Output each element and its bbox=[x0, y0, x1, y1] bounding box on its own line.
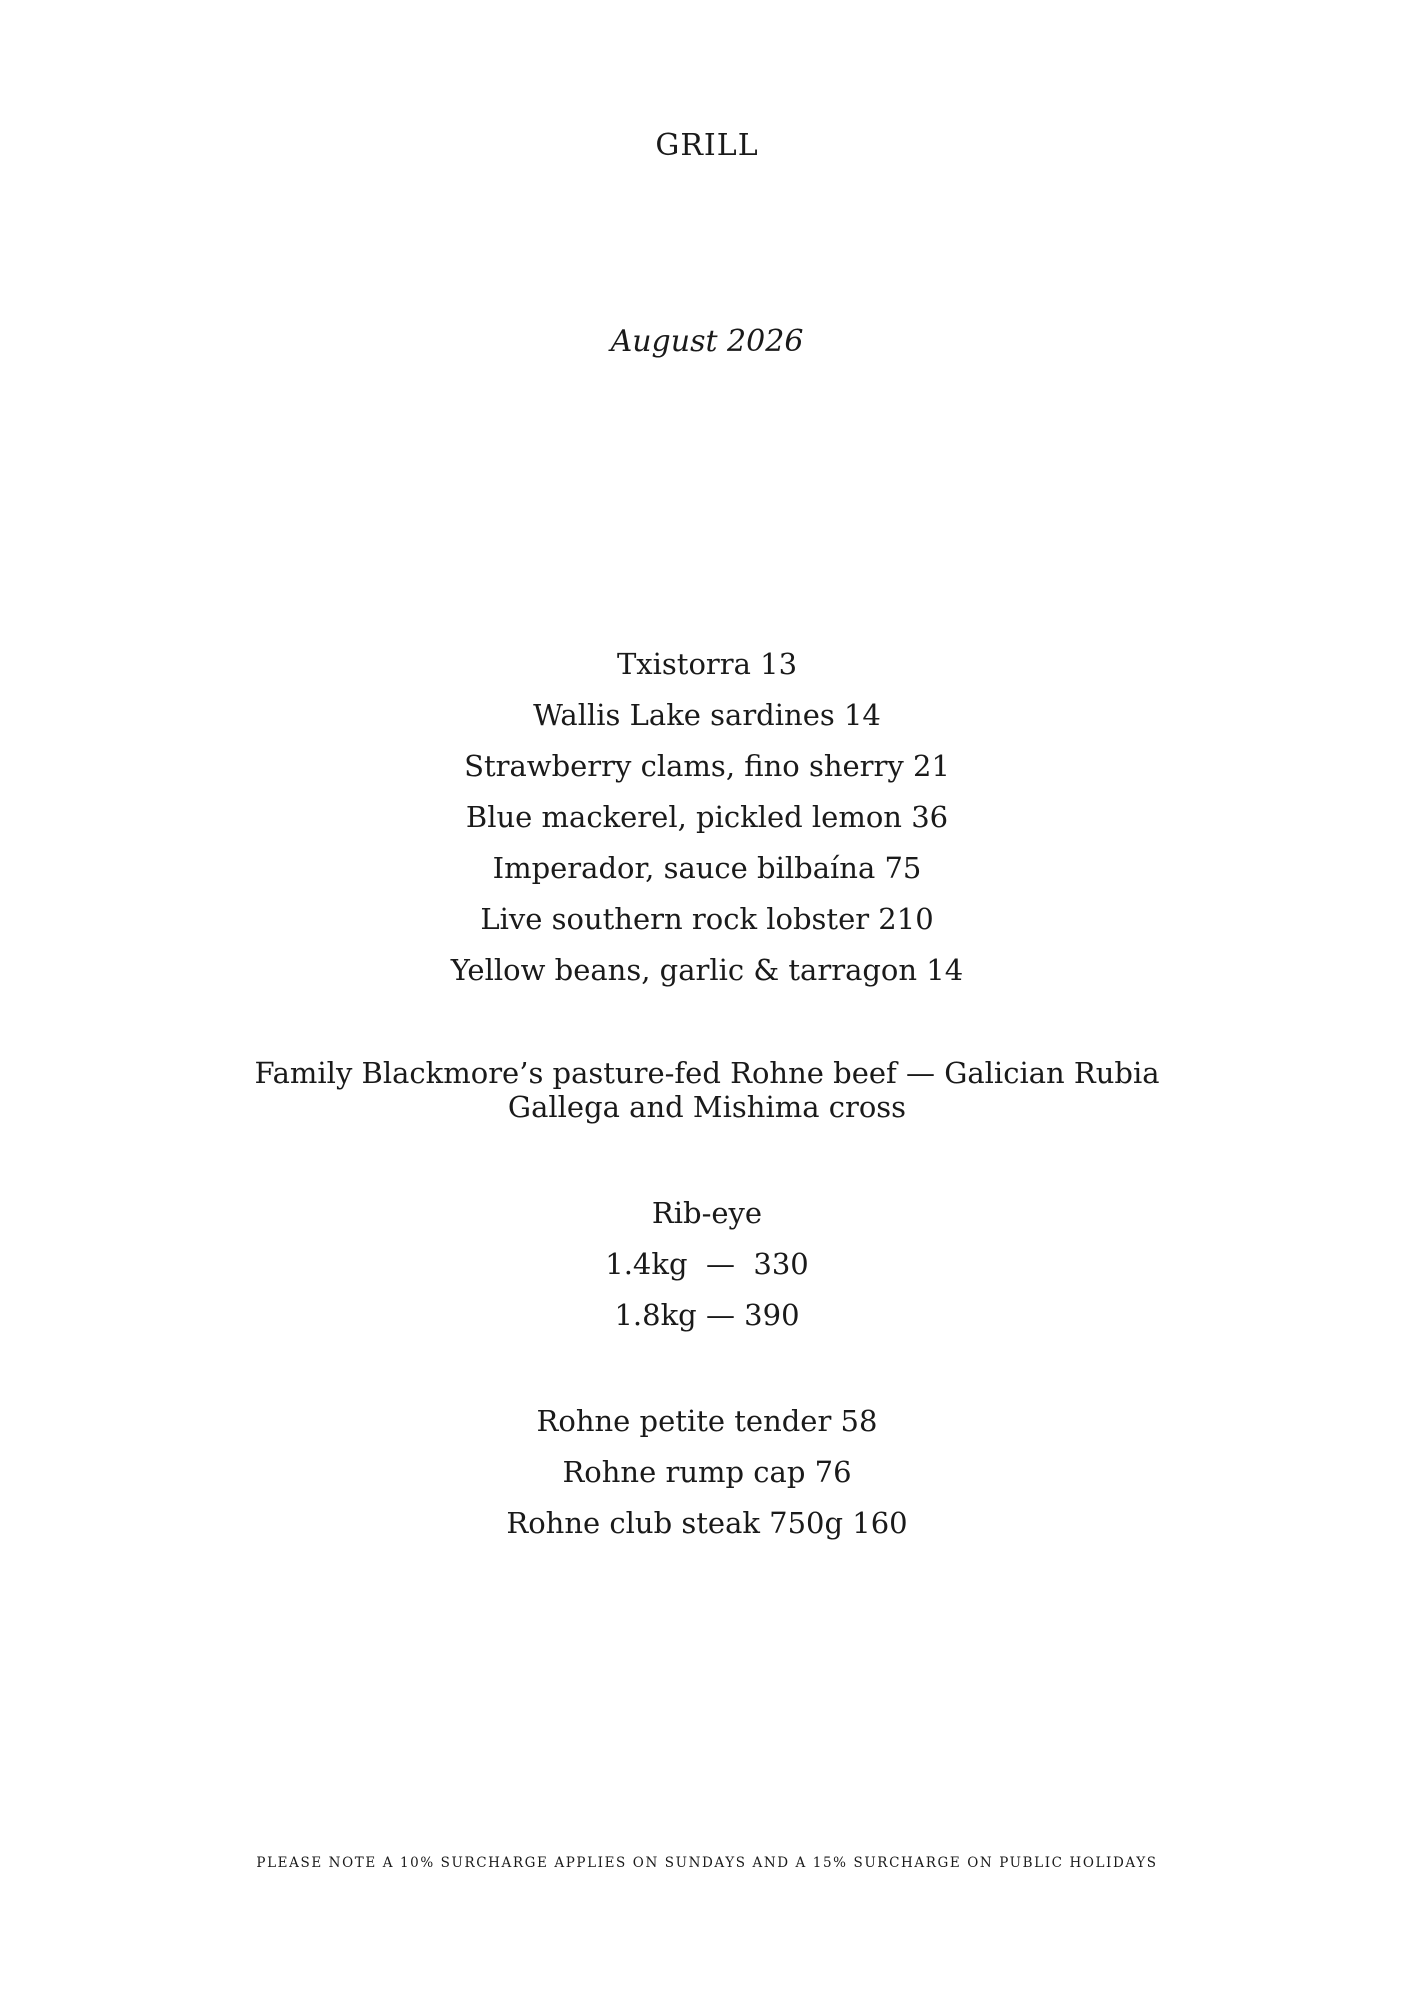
beef-cuts-list bbox=[0, 1396, 1414, 1549]
beef-intro: Family Blackmore’s pasture-fed Rohne beef — Galician Rubia Gallega and Mishima cross bbox=[254, 1056, 1160, 1124]
menu-item: Yellow beans, garlic & tarragon 14 bbox=[450, 953, 964, 987]
menu-title: GRILL bbox=[655, 128, 759, 163]
menu-item: Rohne petite tender 58 bbox=[536, 1404, 878, 1438]
menu-item: Rohne rump cap 76 bbox=[562, 1455, 852, 1489]
ribeye-option: 1.8kg — 390 bbox=[614, 1298, 800, 1332]
menu-item: Wallis Lake sardines 14 bbox=[533, 698, 881, 732]
grill-items-list bbox=[0, 639, 1414, 996]
menu-item: Live southern rock lobster 210 bbox=[480, 902, 934, 936]
ribeye-section bbox=[0, 1188, 1414, 1341]
menu-date: August 2026 bbox=[610, 324, 804, 359]
ribeye-heading: Rib-eye bbox=[651, 1196, 763, 1230]
menu-item: Rohne club steak 750g 160 bbox=[506, 1506, 908, 1540]
menu-item: Blue mackerel, pickled lemon 36 bbox=[465, 800, 949, 834]
ribeye-option: 1.4kg — 330 bbox=[605, 1247, 809, 1281]
menu-item: Strawberry clams, fino sherry 21 bbox=[464, 749, 950, 783]
surcharge-note: PLEASE NOTE A 10% SURCHARGE APPLIES ON SUNDAYS AND A 15% SURCHARGE ON PUBLIC HOLIDAYS bbox=[256, 1855, 1158, 1871]
menu-item: Imperador, sauce bilbaína 75 bbox=[492, 851, 922, 885]
menu-item: Txistorra 13 bbox=[616, 647, 798, 681]
